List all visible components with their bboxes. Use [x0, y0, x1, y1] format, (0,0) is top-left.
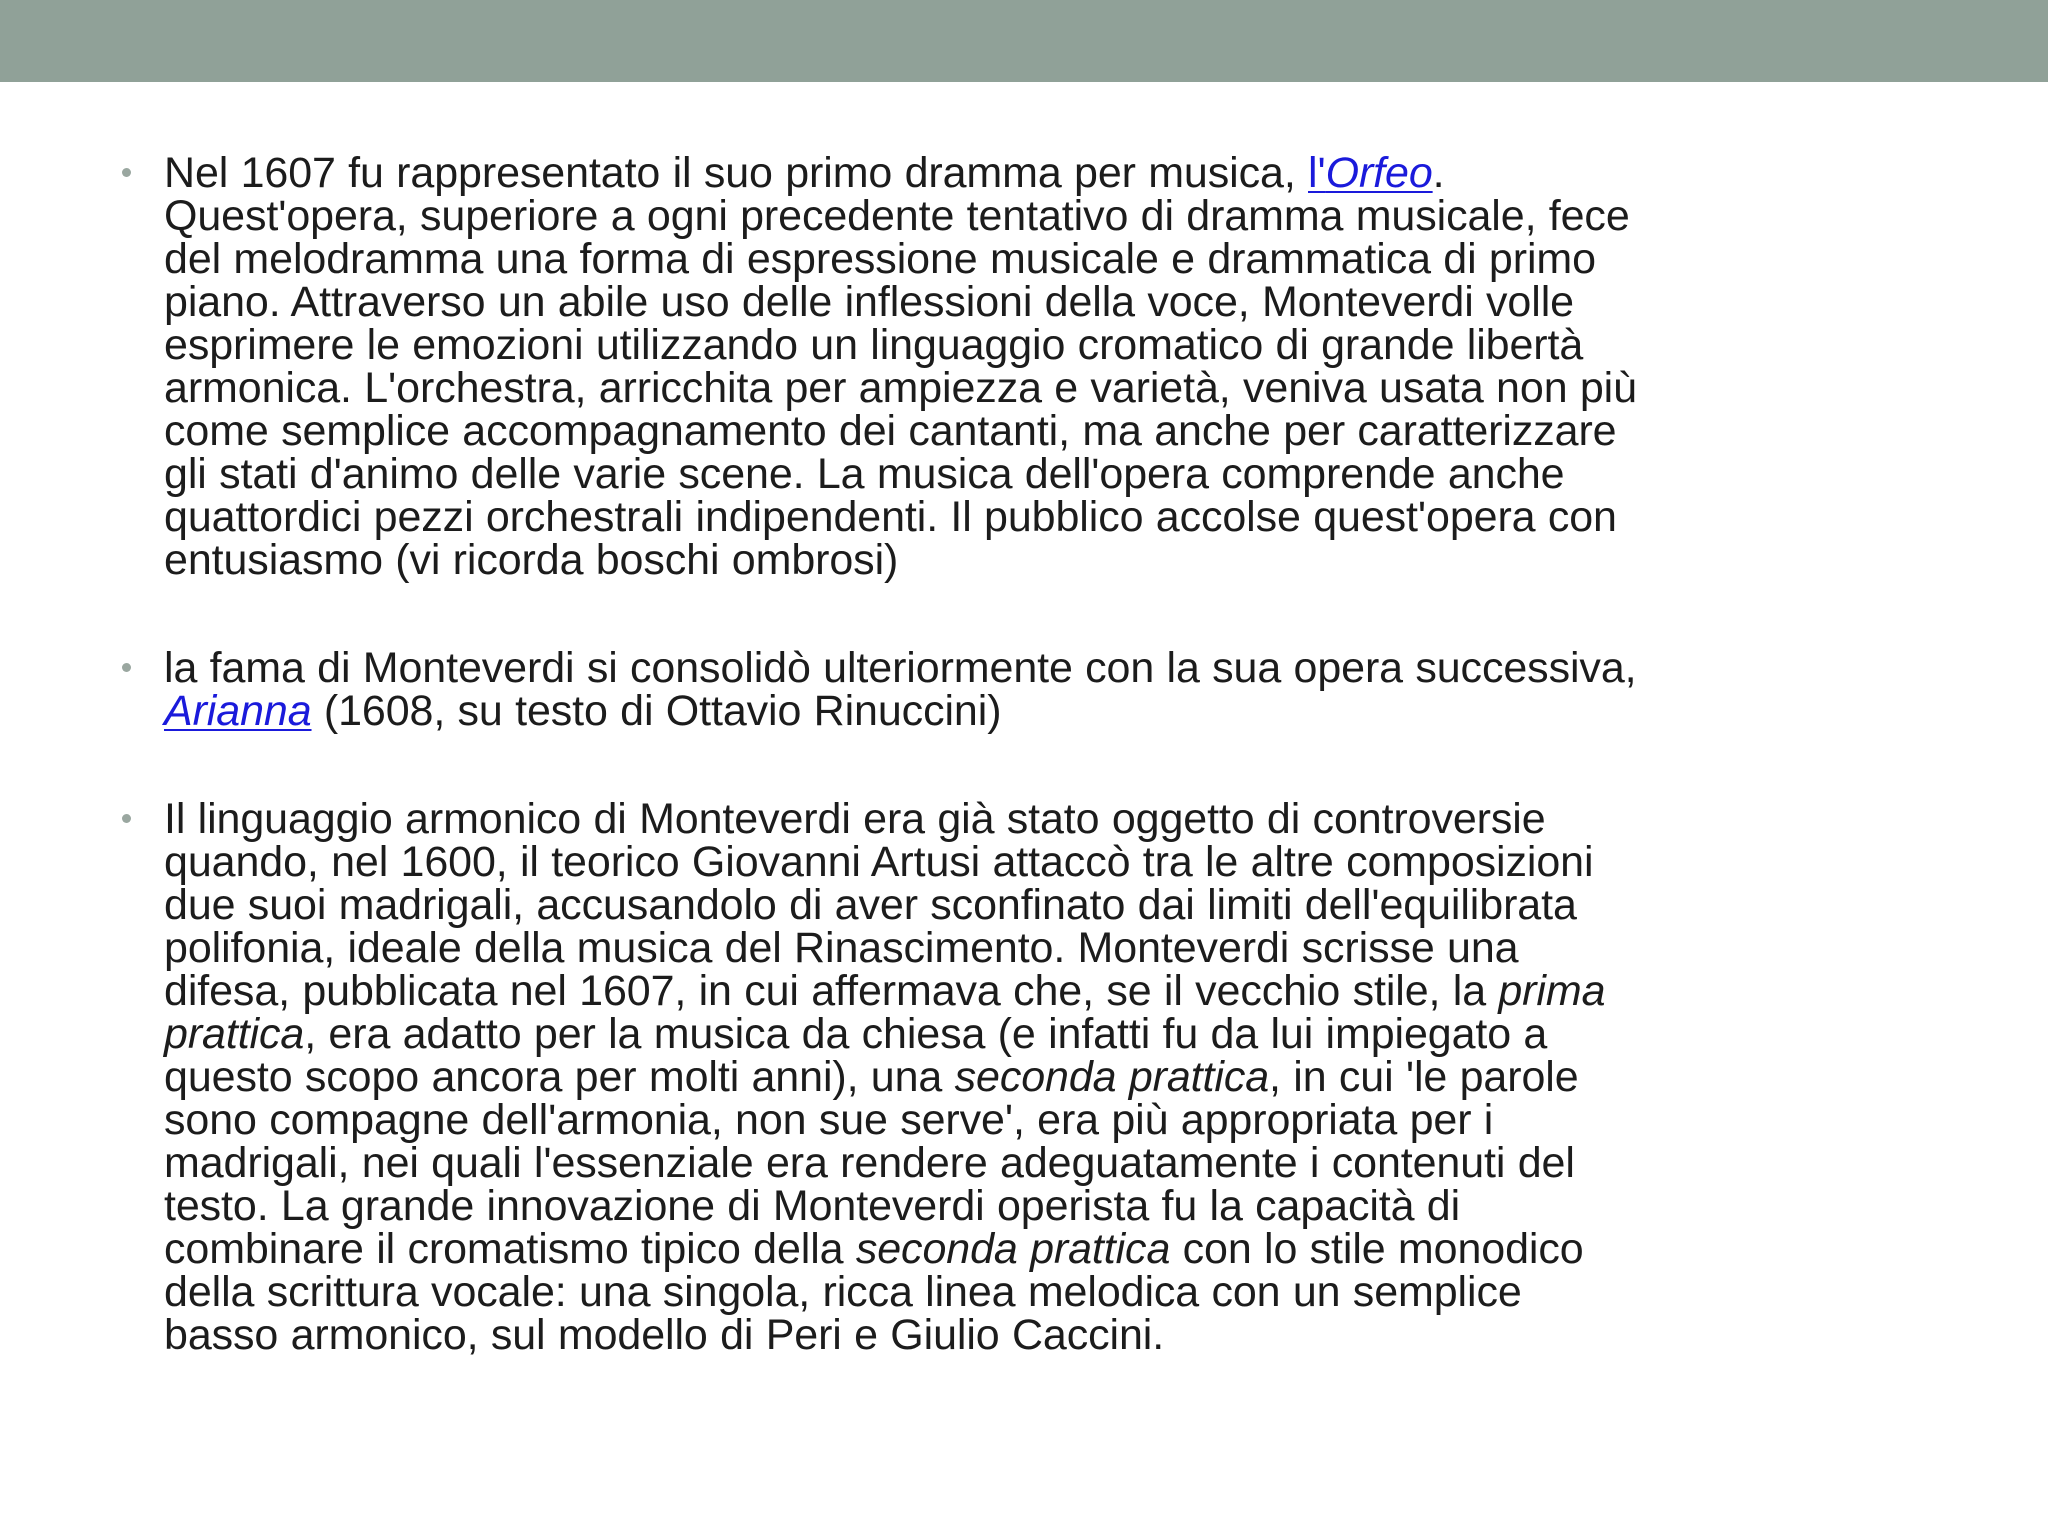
text-line: entusiasmo (vi ricorda boschi ombrosi) — [164, 536, 899, 584]
text-line: come semplice accompagnamento dei cantanti, ma anche per caratterizzare — [164, 407, 1617, 455]
text-line: quattordici pezzi orchestrali indipendenti. Il pubblico accolse quest'opera con — [164, 493, 1617, 541]
text-line: quando, nel 1600, il teorico Giovanni Artusi attaccò tra le altre composizioni — [164, 838, 1594, 886]
text-line — [164, 1010, 1942, 1058]
text-segment: . — [1432, 149, 1445, 197]
text-line — [164, 149, 1942, 197]
italic-term: prima — [1498, 967, 1606, 1015]
bullet-arianna — [122, 644, 1942, 735]
text-line: basso armonico, sul modello di Peri e Giulio Caccini. — [164, 1311, 1165, 1359]
text-segment: combinare il cromatismo tipico della — [164, 1225, 856, 1273]
bullet-list — [122, 149, 1942, 1359]
text-line: sono compagne dell'armonia, non sue serve', era più appropriata per i — [164, 1096, 1494, 1144]
italic-term: seconda prattica — [954, 1053, 1270, 1101]
text-line: madrigali, nei quali l'essenziale era rendere adeguatamente i contenuti del — [164, 1139, 1575, 1187]
italic-term: prattica — [164, 1010, 305, 1058]
text-segment: (1608, su testo di Ottavio Rinuccini) — [311, 687, 1002, 735]
text-line: armonica. L'orchestra, arricchita per ampiezza e varietà, veniva usata non più — [164, 364, 1637, 412]
text-line — [164, 687, 1942, 735]
link-prefix: l' — [1308, 149, 1326, 197]
bullet-orfeo — [122, 149, 1942, 584]
slide-header-band — [0, 0, 2048, 82]
text-line: Quest'opera, superiore a ogni precedente tentativo di dramma musicale, fece — [164, 192, 1630, 240]
text-line — [164, 967, 1942, 1015]
orfeo-link[interactable] — [1308, 149, 1433, 197]
italic-term: seconda prattica — [855, 1225, 1171, 1273]
text-line: gli stati d'animo delle varie scene. La musica dell'opera comprende anche — [164, 450, 1565, 498]
link-italic-title: Orfeo — [1325, 149, 1433, 197]
text-line: la fama di Monteverdi si consolidò ulteriormente con la sua opera successiva, — [164, 644, 1637, 692]
text-segment: , era adatto per la musica da chiesa (e infatti fu da lui impiegato a — [304, 1010, 1548, 1058]
text-line — [164, 1225, 1942, 1273]
text-line: due suoi madrigali, accusandolo di aver sconfinato dai limiti dell'equilibrata — [164, 881, 1577, 929]
text-line: esprimere le emozioni utilizzando un linguaggio cromatico di grande libertà — [164, 321, 1584, 369]
text-segment: questo scopo ancora per molti anni), una — [164, 1053, 955, 1101]
link-italic-title: Arianna — [164, 687, 312, 735]
text-line: testo. La grande innovazione di Monteverdi operista fu la capacità di — [164, 1182, 1461, 1230]
text-line: del melodramma una forma di espressione musicale e drammatica di primo — [164, 235, 1596, 283]
text-line: piano. Attraverso un abile uso delle inflessioni della voce, Monteverdi volle — [164, 278, 1574, 326]
text-line: della scrittura vocale: una singola, ricca linea melodica con un semplice — [164, 1268, 1522, 1316]
text-segment: , in cui 'le parole — [1269, 1053, 1579, 1101]
arianna-link[interactable] — [164, 687, 312, 735]
text-segment: difesa, pubblicata nel 1607, in cui affermava che, se il vecchio stile, la — [164, 967, 1499, 1015]
bullet-dot-icon — [122, 168, 131, 177]
text-segment: con lo stile monodico — [1170, 1225, 1584, 1273]
text-line — [164, 1053, 1942, 1101]
bullet-dot-icon — [122, 814, 131, 823]
text-line: Il linguaggio armonico di Monteverdi era già stato oggetto di controversie — [164, 795, 1546, 843]
text-segment: Nel 1607 fu rappresentato il suo primo dramma per musica, — [164, 149, 1309, 197]
bullet-linguaggio-armonico — [122, 795, 1942, 1359]
text-line: polifonia, ideale della musica del Rinascimento. Monteverdi scrisse una — [164, 924, 1519, 972]
bullet-dot-icon — [122, 663, 131, 672]
